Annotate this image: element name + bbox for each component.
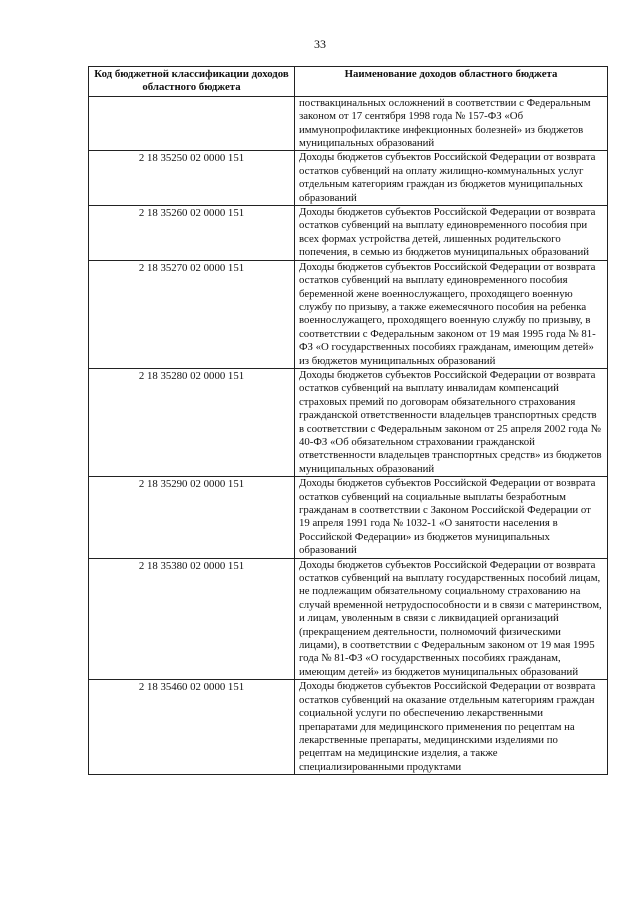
table-row xyxy=(89,260,608,368)
table-row xyxy=(89,96,608,151)
revenue-name-cell: поствакцинальных осложнений в соответствии с Федеральным законом от 17 сентября 1998 года № 157-ФЗ «Об иммунопрофилактике инфекционных болезней» из бюджетов муниципальных образований xyxy=(295,96,608,151)
table-row xyxy=(89,477,608,558)
budget-code-cell: 2 18 35460 02 0000 151 xyxy=(89,680,295,775)
revenue-name-cell: Доходы бюджетов субъектов Российской Федерации от возврата остатков субвенций на выплату инвалидам компенсаций страховых премий по договорам обязательного страхования гражданской ответственности владельцев транспортных средств в соответствии с Федеральным законом от 25 апреля 2002 года № 40-ФЗ «Об обязательном страховании гражданской ответственности владельцев транспортных средств» из бюджетов муниципальных образований xyxy=(295,368,608,476)
budget-code-cell xyxy=(89,96,295,151)
revenue-name-cell: Доходы бюджетов субъектов Российской Федерации от возврата остатков субвенций на оплату жилищно-коммунальных услуг отдельным категориям граждан из бюджетов муниципальных образований xyxy=(295,151,608,206)
budget-code-cell: 2 18 35280 02 0000 151 xyxy=(89,368,295,476)
header-code: Код бюджетной классификации доходов областного бюджета xyxy=(89,67,295,97)
budget-code-cell: 2 18 35260 02 0000 151 xyxy=(89,206,295,261)
table-row xyxy=(89,206,608,261)
budget-code-cell: 2 18 35380 02 0000 151 xyxy=(89,558,295,680)
revenue-name-cell: Доходы бюджетов субъектов Российской Федерации от возврата остатков субвенций на выплату единовременного пособия беременной жене военнослужащего, проходящего военную службу по призыву, а также ежемесячного пособия на ребенка военнослужащего, проходящего военную службу по призыву, в соответствии с Федеральным законом от 19 мая 1995 года № 81-ФЗ «О государственных пособиях гражданам, имеющим детей» из бюджетов муниципальных образований xyxy=(295,260,608,368)
revenue-name-cell: Доходы бюджетов субъектов Российской Федерации от возврата остатков субвенций на оказание отдельным категориям граждан социальной услуги по обеспечению лекарственными препаратами для медицинского применения по рецептам на лекарственные препараты, медицинскими изделиями по рецептам на медицинские изделия, а также специализированными продуктами xyxy=(295,680,608,775)
revenue-name-cell: Доходы бюджетов субъектов Российской Федерации от возврата остатков субвенций на выплату государственных пособий лицам, не подлежащим обязательному социальному страхованию на случай временной нетрудоспособности и в связи с материнством, и лицам, уволенным в связи с ликвидацией организаций (прекращением деятельности, полномочий физическими лицами), в соответствии с Федеральным законом от 19 мая 1995 года № 81-ФЗ «О государственных пособиях гражданам, имеющим детей» из бюджетов муниципальных образований xyxy=(295,558,608,680)
table-row xyxy=(89,368,608,476)
budget-code-cell: 2 18 35270 02 0000 151 xyxy=(89,260,295,368)
header-name: Наименование доходов областного бюджета xyxy=(295,67,608,97)
revenue-name-cell: Доходы бюджетов субъектов Российской Федерации от возврата остатков субвенций на социальные выплаты безработным гражданам в соответствии с Законом Российской Федерации от 19 апреля 1991 года № 1032-1 «О занятости населения в Российской Федерации» из бюджетов муниципальных образований xyxy=(295,477,608,558)
page-number: 33 xyxy=(314,37,326,51)
revenue-classification-table xyxy=(88,66,608,775)
budget-code-cell: 2 18 35250 02 0000 151 xyxy=(89,151,295,206)
table-header-row xyxy=(89,67,608,97)
table-row xyxy=(89,151,608,206)
table-row xyxy=(89,680,608,775)
table-row xyxy=(89,558,608,680)
budget-code-cell: 2 18 35290 02 0000 151 xyxy=(89,477,295,558)
revenue-name-cell: Доходы бюджетов субъектов Российской Федерации от возврата остатков субвенций на выплату единовременного пособия при всех формах устройства детей, лишенных родительского попечения, в семью из бюджетов муниципальных образований xyxy=(295,206,608,261)
